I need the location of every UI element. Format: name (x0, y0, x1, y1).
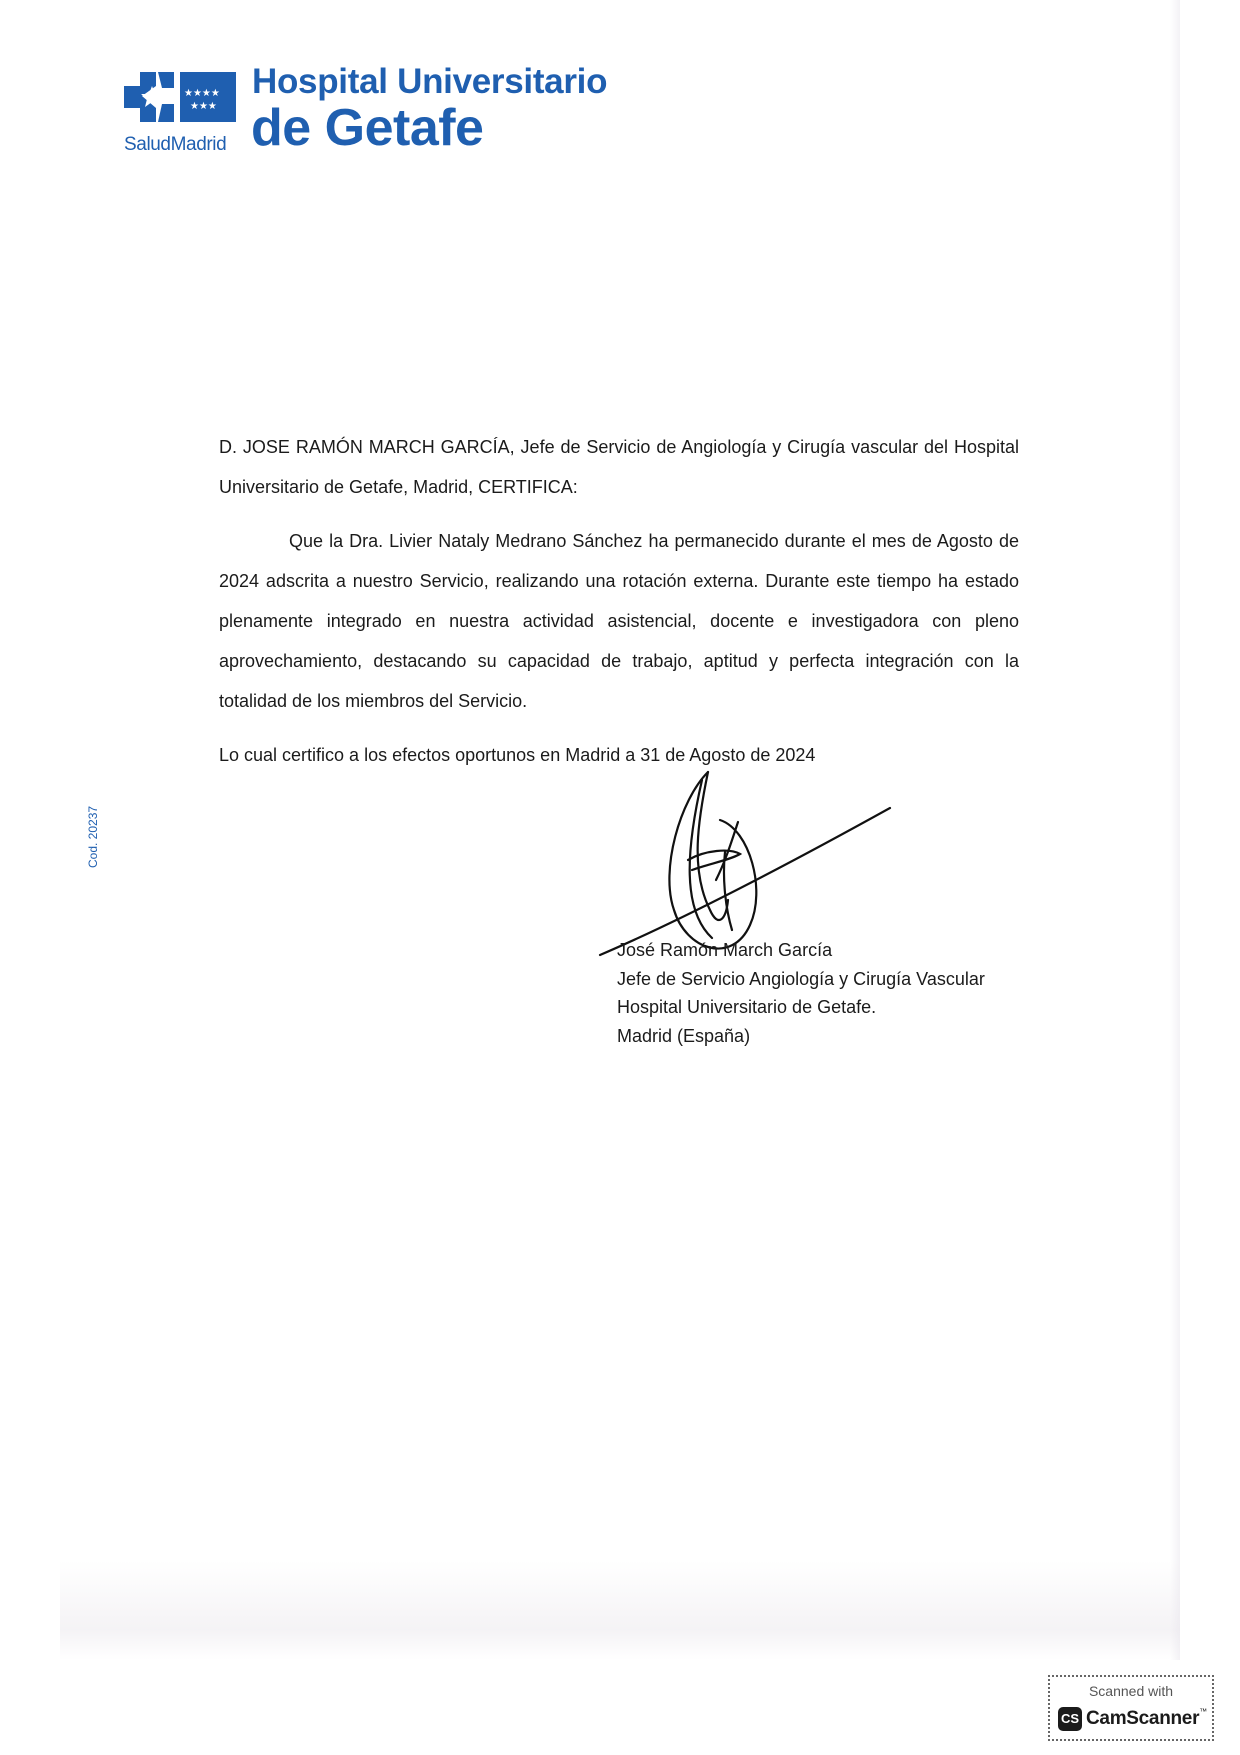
svg-text:★★★: ★★★ (190, 101, 217, 112)
scanned-with-label: Scanned with (1088, 1683, 1174, 1699)
document-code: Cod. 20237 (86, 805, 100, 868)
intro-paragraph: D. JOSE RAMÓN MARCH GARCÍA, Jefe de Servicio de Angiología y Cirugía vascular del Hospital Universitario de Getafe, Madrid, CERTIFICA: (219, 437, 1019, 497)
hospital-name-line2: de Getafe (251, 99, 484, 157)
camscanner-name: CamScanner (1086, 1708, 1200, 1729)
hospital-logo (122, 62, 642, 162)
signatory-name: José Ramón March García (617, 940, 833, 960)
main-paragraph: Que la Dra. Livier Nataly Medrano Sánchez ha permanecido durante el mes de Agosto de 2024 adscrita a nuestro Servicio, realizando una rotación externa. Durante este tiempo ha estado plenamente integrado en nuestra actividad asistencial, docente e investigadora con pleno aprovechamiento, destacando su capacidad de trabajo, aptitud y perfecta integración con la totalidad de los miembros del Servicio. (219, 531, 1019, 711)
hospital-name-line1: Hospital Universitario (252, 62, 608, 101)
trademark-mark: ™ (1199, 1707, 1208, 1716)
camscanner-logo-icon: CS (1058, 1707, 1082, 1731)
signatory-institution: Hospital Universitario de Getafe. (617, 997, 877, 1017)
signature-block (617, 936, 1037, 1050)
signatory-position: Jefe de Servicio Angiología y Cirugía Vascular (617, 968, 985, 989)
camscanner-brand (1058, 1707, 1207, 1733)
svg-text:★★★★: ★★★★ (184, 88, 220, 99)
certificate-body (219, 427, 1019, 775)
scan-shadow (60, 1560, 1180, 1660)
closing-paragraph: Lo cual certifico a los efectos oportunos en Madrid a 31 de Agosto de 2024 (219, 745, 816, 765)
comunidad-madrid-emblem-icon (122, 66, 238, 128)
camscanner-badge (1048, 1675, 1214, 1741)
signatory-location: Madrid (España) (617, 1025, 751, 1046)
scan-edge-shadow (1170, 0, 1180, 1660)
salud-madrid-label: SaludMadrid (124, 134, 227, 155)
